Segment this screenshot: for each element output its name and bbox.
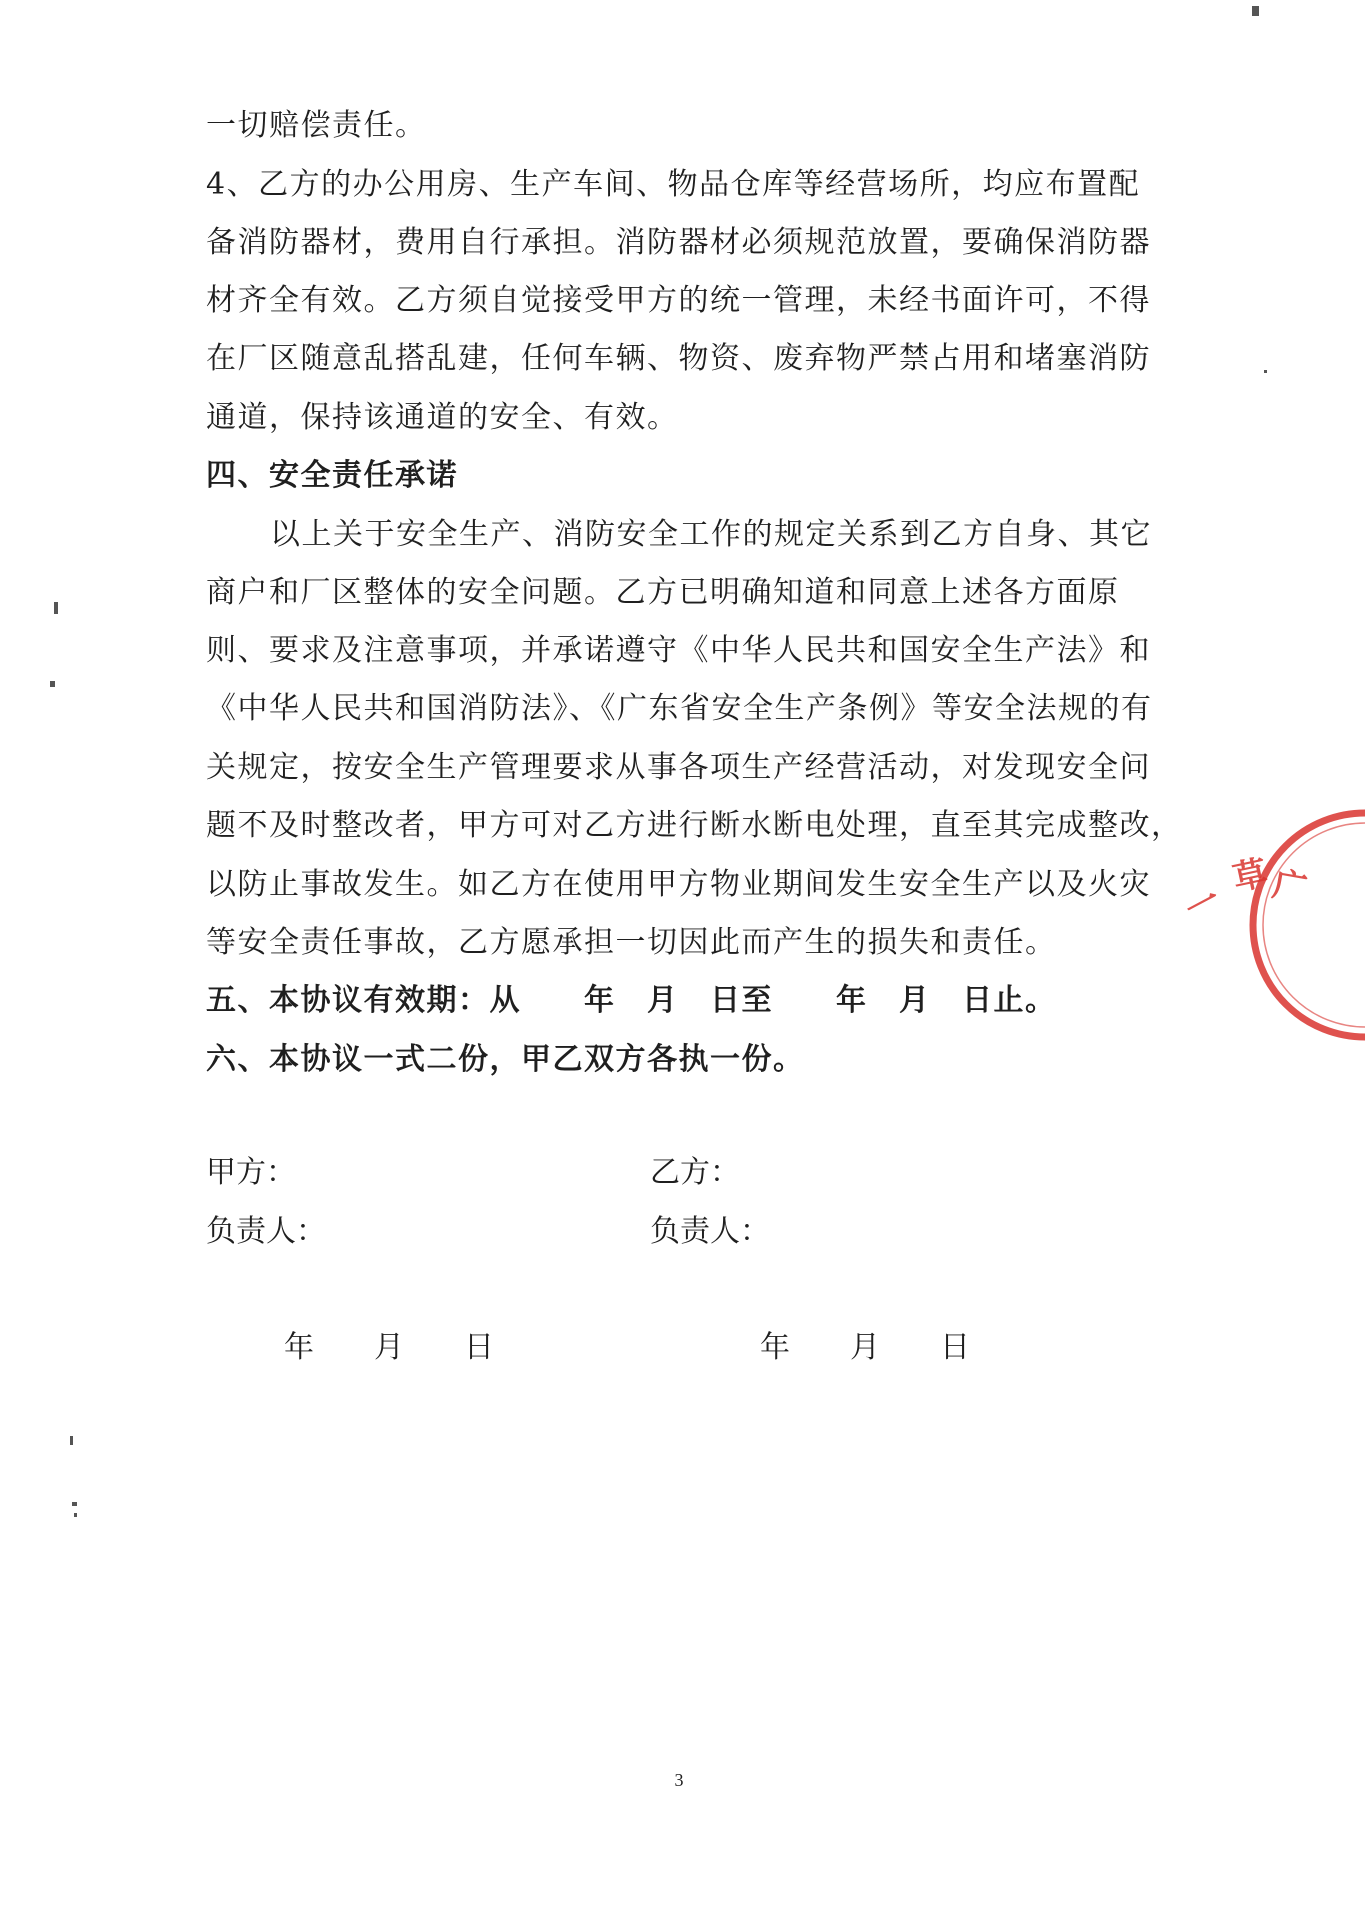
company-seal xyxy=(1178,800,1365,1050)
copies-clause: 六、本协议一式二份，甲乙双方各执一份。 xyxy=(206,1042,805,1077)
body-line: 等安全责任事故，乙方愿承担一切因此而产生的损失和责任。 xyxy=(206,925,1057,960)
body-line: 在厂区随意乱搭乱建，任何车辆、物资、废弃物严禁占用和堵塞消防 xyxy=(206,341,1151,376)
body-line: 题不及时整改者，甲方可对乙方进行断水断电处理，直至其完成整改， xyxy=(206,808,1183,843)
date-a: 年 月 日 xyxy=(284,1330,494,1365)
body-line: 材齐全有效。乙方须自觉接受甲方的统一管理，未经书面许可，不得 xyxy=(206,283,1151,318)
body-line: 备消防器材，费用自行承担。消防器材必须规范放置，要确保消防器 xyxy=(206,225,1151,260)
page-number: 3 xyxy=(674,1770,684,1790)
section-heading: 四、安全责任承诺 xyxy=(206,458,458,493)
body-line: 4、乙方的办公用房、生产车间、物品仓库等经营场所，均应布置配 xyxy=(206,167,1141,202)
person-a-label: 负责人： xyxy=(206,1214,326,1249)
person-b-label: 负责人： xyxy=(650,1214,770,1249)
body-line: 以上关于安全生产、消防安全工作的规定关系到乙方自身、其它 xyxy=(270,517,1152,552)
scan-speck xyxy=(70,1436,73,1445)
body-line: 关规定，按安全生产管理要求从事各项生产经营活动，对发现安全问 xyxy=(206,750,1151,785)
body-line: 以防止事故发生。如乙方在使用甲方物业期间发生安全生产以及火灾 xyxy=(206,867,1151,902)
date-b: 年 月 日 xyxy=(760,1330,970,1365)
scan-speck xyxy=(1252,6,1259,16)
scan-speck xyxy=(1264,370,1267,373)
body-line: 商户和厂区整体的安全问题。乙方已明确知道和同意上述各方面原 xyxy=(206,575,1120,610)
validity-clause: 五、本协议有效期：从 年 月 日至 年 月 日止。 xyxy=(206,983,1057,1018)
party-a-label: 甲方： xyxy=(206,1155,296,1190)
body-line: 通道，保持该通道的安全、有效。 xyxy=(206,400,679,435)
body-line: 一切赔偿责任。 xyxy=(206,108,427,143)
scan-speck xyxy=(54,602,58,614)
svg-text:广: 广 xyxy=(1269,864,1310,910)
party-b-label: 乙方： xyxy=(650,1155,740,1190)
body-line: 《中华人民共和国消防法》、《广东省安全生产条例》等安全法规的有 xyxy=(206,691,1153,726)
scan-speck xyxy=(74,1513,77,1517)
scan-speck xyxy=(72,1502,77,1506)
svg-text:一: 一 xyxy=(1178,879,1228,931)
body-line: 则、要求及注意事项，并承诺遵守《中华人民共和国安全生产法》和 xyxy=(206,633,1151,668)
scan-speck xyxy=(50,681,55,687)
svg-text:草: 草 xyxy=(1229,852,1271,900)
